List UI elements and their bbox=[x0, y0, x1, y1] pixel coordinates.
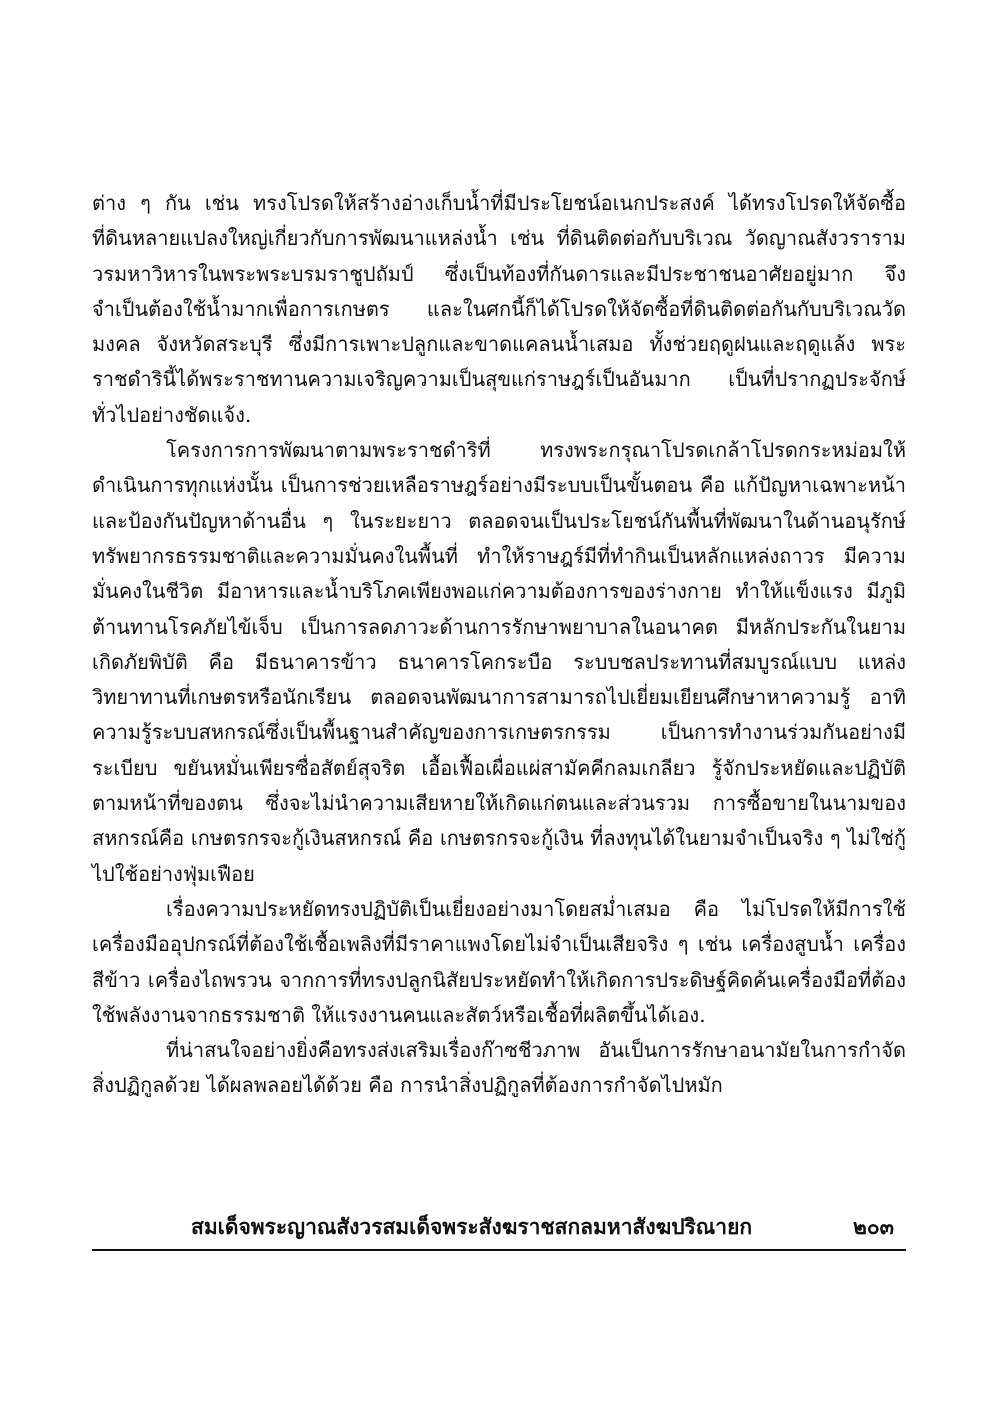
footer-title: สมเด็จพระญาณสังวรสมเด็จพระสังฆราชสกลมหาสังฆปริณายก bbox=[191, 1214, 753, 1239]
paragraph-2: โครงการการพัฒนาตามพระราชดำริที่ ทรงพระกรุณาโปรดเกล้าโปรดกระหม่อมให้ดำเนินการทุกแห่งนั้น เป็นการช่วยเหลือราษฎร์อย่างมีระบบเป็นขั้นตอน คือ แก้ปัญหาเฉพาะหน้า และป้องกันปัญหาด้านอื่น ๆ ในระยะยาว ตลอดจนเป็นประโยชน์กันพื้นที่พัฒนาในด้านอนุรักษ์ทรัพยากรธรรมชาติและความมั่นคงในพื้นที่ ทำให้ราษฎร์มีที่ทำกินเป็นหลักแหล่งถาวร มีความมั่นคงในชีวิต มีอาหารและน้ำบริโภคเพียงพอแก่ความต้องการของร่างกาย ทำให้แข็งแรง มีภูมิต้านทานโรคภัยไข้เจ็บ เป็นการลดภาวะด้านการรักษาพยาบาลในอนาคต มีหลักประกันในยามเกิดภัยพิบัติ คือ มีธนาคารข้าว ธนาคารโคกระบือ ระบบชลประทานที่สมบูรณ์แบบ แหล่งวิทยาทานที่เกษตรหรือนักเรียน ตลอดจนพัฒนาการสามารถไปเยี่ยมเยียนศึกษาหาความรู้ อาทิ ความรู้ระบบสหกรณ์ซึ่งเป็นพื้นฐานสำคัญของการเกษตรกรรม เป็นการทำงานร่วมกันอย่างมีระเบียบ ขยันหมั่นเพียรซื่อสัตย์สุจริต เอื้อเฟื้อเผื่อแผ่สามัคคีกลมเกลียว รู้จักประหยัดและปฏิบัติตามหน้าที่ของตน ซึ่งจะไม่นำความเสียหายให้เกิดแก่ตนและส่วนรวม การซื้อขายในนามของสหกรณ์คือ เกษตรกรจะกู้เงินสหกรณ์ คือ เกษตรกรจะกู้เงิน ที่ลงทุนได้ในยามจำเป็นจริง ๆ ไม่ใช่กู้ไปใช้อย่างฟุ่มเฟือย bbox=[92, 438, 906, 886]
page-number: ๒๐๓ bbox=[852, 1214, 894, 1239]
page-footer bbox=[92, 1210, 906, 1250]
footer-divider bbox=[92, 1249, 906, 1251]
paragraph-4: ที่น่าสนใจอย่างยิ่งคือทรงส่งเสริมเรื่องก๊าซชีวภาพ อันเป็นการรักษาอนามัยในการกำจัดสิ่งปฏิกูลด้วย ได้ผลพลอยได้ด้วย คือ การนำสิ่งปฏิกูลที่ต้องการกำจัดไปหมัก bbox=[92, 1038, 906, 1098]
paragraph-1: ต่าง ๆ กัน เช่น ทรงโปรดให้สร้างอ่างเก็บน้ำที่มีประโยชน์อเนกประสงค์ ได้ทรงโปรดให้จัดซื้อที่ดินหลายแปลงใหญ่เกี่ยวกับการพัฒนาแหล่งน้ำ เช่น ที่ดินติดต่อกับบริเวณ วัดญาณสังวรารามวรมหาวิหารในพระพระบรมราชูปถัมป์ ซึ่งเป็นท้องที่กันดารและมีประชาชนอาศัยอยู่มาก จึงจำเป็นต้องใช้น้ำมากเพื่อการเกษตร และในศกนี้ก็ได้โปรดให้จัดซื้อที่ดินติดต่อกันกับบริเวณวัดมงคล จังหวัดสระบุรี ซึ่งมีการเพาะปลูกและขาดแคลนน้ำเสมอ ทั้งช่วยฤดูฝนและฤดูแล้ง พระราชดำรินี้ได้พระราชทานความเจริญความเป็นสุขแก่ราษฎร์เป็นอันมาก เป็นที่ปรากฏประจักษ์ทั่วไปอย่างชัดแจ้ง. bbox=[92, 191, 906, 427]
body-text bbox=[92, 186, 906, 1104]
paragraph-3: เรื่องความประหยัดทรงปฏิบัติเป็นเยี่ยงอย่างมาโดยสม่ำเสมอ คือ ไม่โปรดให้มีการใช้เครื่องมืออุปกรณ์ที่ต้องใช้เชื้อเพลิงที่มีราคาแพงโดยไม่จำเป็นเสียจริง ๆ เช่น เครื่องสูบน้ำ เครื่องสีข้าว เครื่องไถพรวน จากการที่ทรงปลูกนิสัยประหยัดทำให้เกิดการประดิษฐ์คิดค้นเครื่องมือที่ต้องใช้พลังงานจากธรรมชาติ ให้แรงงานคนและสัตว์หรือเชื้อที่ผลิตขึ้นได้เอง. bbox=[92, 896, 906, 1027]
